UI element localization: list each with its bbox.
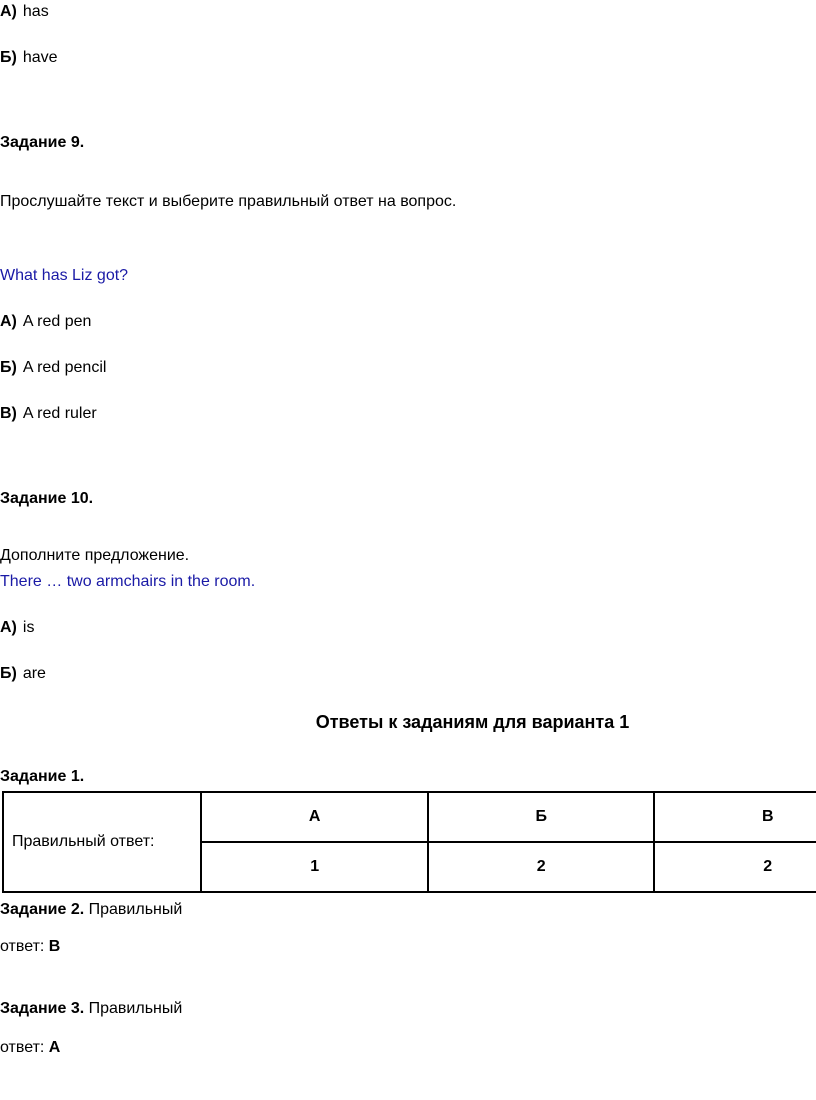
option-text: A red pen xyxy=(22,313,92,330)
option-text: are xyxy=(22,665,46,682)
task9-option-c xyxy=(0,404,97,424)
option-letter: А) xyxy=(0,313,17,330)
option-letter: А) xyxy=(0,3,17,20)
answer-table xyxy=(2,791,816,893)
answer-task3-line1 xyxy=(0,999,182,1019)
answer-task2-title: Задание 2. xyxy=(0,901,85,918)
option-letter: Б) xyxy=(0,359,17,376)
task9-instruction: Прослушайте текст и выберите правильный ответ на вопрос. xyxy=(0,193,457,210)
task8-option-a xyxy=(0,2,49,22)
table-header-row xyxy=(3,792,816,842)
task10-title: Задание 10. xyxy=(0,490,94,507)
answer-task2-text2: ответ: xyxy=(0,938,45,955)
answer-task2-text1: Правильный xyxy=(88,901,183,918)
option-text: A red pencil xyxy=(22,359,107,376)
option-text: have xyxy=(22,49,58,66)
task9-option-a xyxy=(0,312,91,332)
task10-sentence: There … two armchairs in the room. xyxy=(0,573,256,590)
row-label: Правильный ответ: xyxy=(3,792,201,892)
answer-task3-title: Задание 3. xyxy=(0,1000,85,1017)
table-cell: 2 xyxy=(654,842,816,892)
task10-instruction: Дополните предложение. xyxy=(0,547,190,564)
answer-task3-line2 xyxy=(0,1038,60,1058)
option-letter: Б) xyxy=(0,49,17,66)
task8-option-b xyxy=(0,48,58,68)
answers-heading: Ответы к заданиям для варианта 1 xyxy=(315,712,630,732)
answer-task2-line2 xyxy=(0,937,60,957)
answer-task3-text2: ответ: xyxy=(0,1039,45,1056)
table-cell: 1 xyxy=(201,842,428,892)
answer-task2-line1 xyxy=(0,900,182,920)
task9-question: What has Liz got? xyxy=(0,267,129,284)
task10-option-b xyxy=(0,664,46,684)
table-cell: 2 xyxy=(428,842,655,892)
option-text: has xyxy=(22,3,49,20)
answer-task1-title: Задание 1. xyxy=(0,768,85,785)
option-text: A red ruler xyxy=(22,405,97,422)
answer-task2-value: В xyxy=(48,938,61,955)
task9-option-b xyxy=(0,358,106,378)
option-letter: Б) xyxy=(0,665,17,682)
task9-title: Задание 9. xyxy=(0,134,85,151)
answer-task3-text1: Правильный xyxy=(88,1000,183,1017)
table-header-cell: В xyxy=(654,792,816,842)
answer-task3-value: А xyxy=(48,1039,61,1056)
task10-option-a xyxy=(0,618,34,638)
option-letter: В) xyxy=(0,405,17,422)
option-text: is xyxy=(22,619,35,636)
table-header-cell: А xyxy=(201,792,428,842)
option-letter: А) xyxy=(0,619,17,636)
table-header-cell: Б xyxy=(428,792,655,842)
